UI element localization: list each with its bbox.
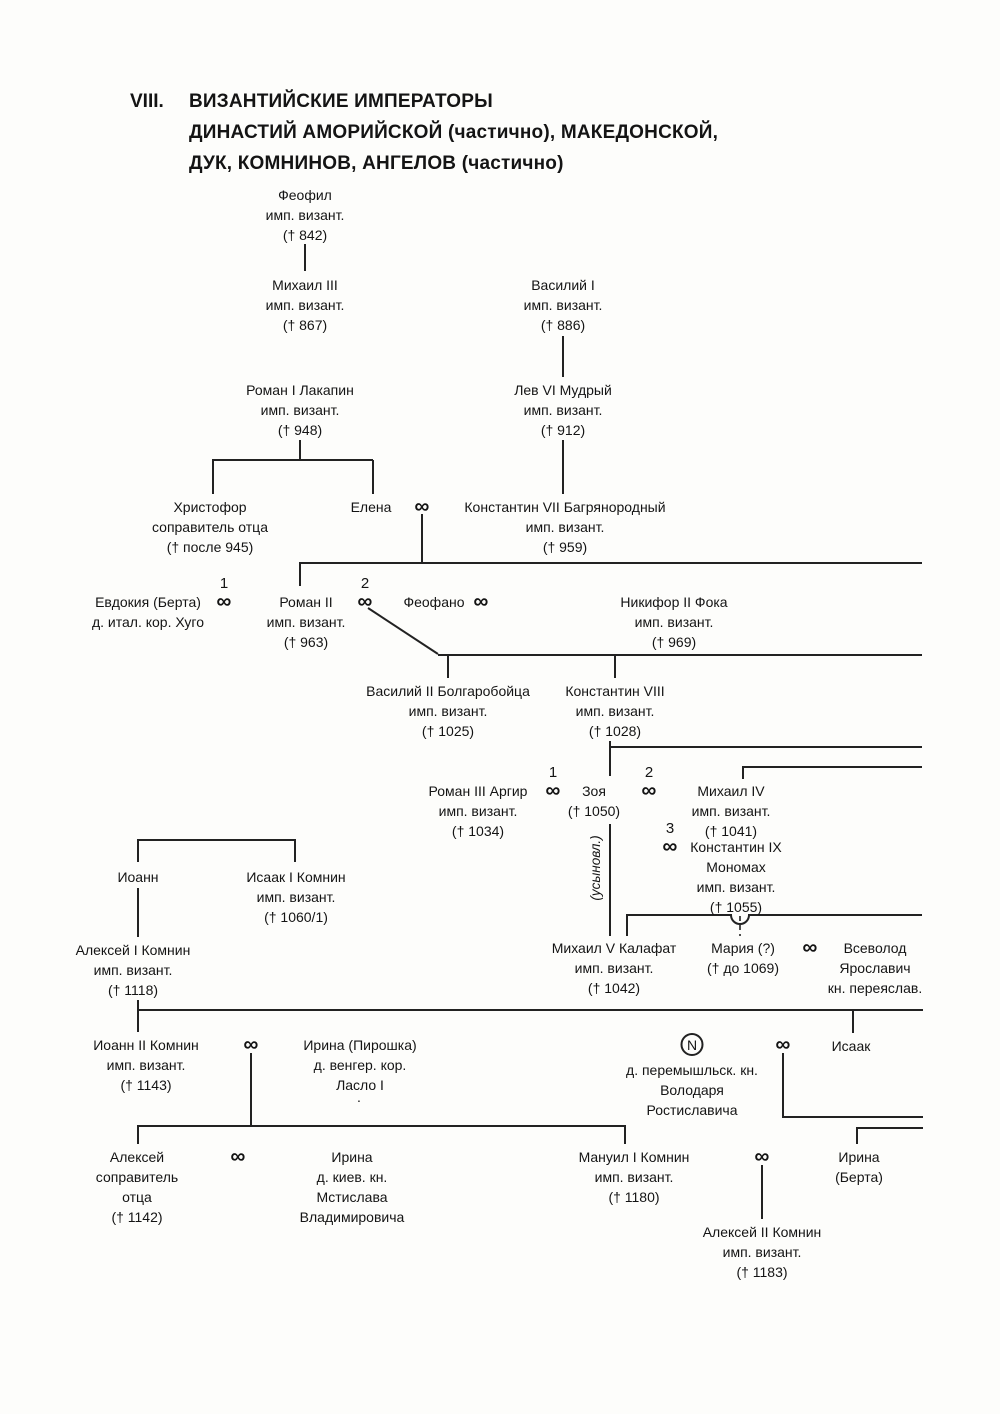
marriage-number-second: 2 (360, 575, 370, 592)
unknown-name-circle (681, 1033, 704, 1056)
person-manuil-i-komnin: Мануил I Комнин имп. визант. († 1180) (578, 1149, 690, 1205)
person-irina-berta: Ирина (Берта) (835, 1149, 883, 1185)
marriage-symbol-aleksey-irina: ∞ (230, 1145, 246, 1168)
person-ioann-ii-komnin: Иоанн II Комнин имп. визант. († 1143) (93, 1037, 199, 1093)
person-aleksey-i-komnin: Алексей I Комнин имп. визант. († 1118) (75, 942, 191, 998)
marriage-symbol-roman2-feofano: ∞ (357, 590, 373, 613)
marriage-symbol-zoya-mikhail4: ∞ (641, 779, 657, 802)
chapter-numeral: VIII. (130, 91, 164, 112)
person-khristofor: Христофор соправитель отца († после 945) (152, 499, 268, 555)
person-lev-vi-mudry: Лев VI Мудрый имп. визант. († 912) (514, 382, 612, 438)
person-isaak-i-komnin: Исаак I Комнин имп. визант. († 1060/1) (246, 869, 346, 925)
person-nikifor-ii-foka: Никифор II Фока имп. визант. († 969) (620, 594, 728, 650)
person-roman-i-lakapin: Роман I Лакапин имп. визант. († 948) (246, 382, 354, 438)
person-maria: Мария (?) († до 1069) (707, 940, 779, 976)
person-konstantin-vii: Константин VII Багрянородный имп. визант. († 959) (464, 499, 666, 555)
marriage-symbol-feofano-nikifor2: ∞ (473, 590, 489, 613)
person-volodar-daughter: д. перемышльск. кн. Володаря Ростиславича (626, 1062, 758, 1118)
person-roman-iii-argir: Роман III Аргир имп. визант. († 1034) (428, 783, 528, 839)
person-mikhail-iii: Михаил III имп. визант. († 867) (265, 277, 345, 333)
marriage-symbol-manuil-berta: ∞ (754, 1145, 770, 1168)
person-irina-piroshka: Ирина (Пирошка) д. венгер. кор. Ласло I (303, 1037, 417, 1093)
person-zoya: Зоя († 1050) (567, 783, 621, 819)
person-isaak: Исаак (831, 1038, 871, 1054)
marriage-number-third: 3 (665, 820, 675, 837)
person-ioann: Иоанн (117, 869, 159, 885)
person-mikhail-v-kalafat: Михаил V Калафат имп. визант. († 1042) (551, 940, 677, 996)
person-roman-ii: Роман II имп. визант. († 963) (266, 594, 346, 650)
marriage-symbol-maria-vsevolod: ∞ (802, 936, 818, 959)
person-aleksey-sopravitel: Алексей соправитель отца († 1142) (95, 1149, 179, 1225)
marriage-symbol-volodardaughter-isaak: ∞ (775, 1033, 791, 1056)
unknown-name-initial: N (686, 1036, 698, 1053)
person-vasiliy-i: Василий I имп. визант. († 886) (523, 277, 603, 333)
person-aleksey-ii-komnin: Алексей II Комнин имп. визант. († 1183) (702, 1224, 822, 1280)
marriage-symbol-elena-konstantin7: ∞ (414, 495, 430, 518)
person-konstantin-viii: Константин VIII имп. визант. († 1028) (565, 683, 665, 739)
marriage-symbol-roman3-zoya: ∞ (545, 779, 561, 802)
marriage-symbol-zoya-konstantin9: ∞ (662, 835, 678, 858)
person-evdokia-berta: Евдокия (Берта) д. итал. кор. Хуго (91, 594, 204, 630)
marriage-number-second: 2 (644, 764, 654, 781)
stray-print-mark: . (357, 1089, 361, 1105)
person-feofil: Феофил имп. визант. († 842) (265, 187, 345, 243)
marriage-symbol-evdokia-roman2: ∞ (216, 590, 232, 613)
page-title: ВИЗАНТИЙСКИЕ ИМПЕРАТОРЫ ДИНАСТИЙ АМОРИЙСКОЙ (частично), МАКЕДОНСКОЙ, ДУК, КОМНИНОВ, АНГЕЛОВ (частично) (189, 91, 719, 174)
person-vasiliy-ii: Василий II Болгаробойца имп. визант. († 1025) (366, 683, 530, 739)
adoption-note: (усыновл.) (588, 835, 603, 901)
person-feofano: Феофано (403, 594, 465, 610)
person-mikhail-iv: Михаил IV имп. визант. († 1041) (691, 783, 771, 839)
marriage-symbol-ioann2-irina: ∞ (243, 1033, 259, 1056)
person-irina-kievskaya: Ирина д. киев. кн. Мстислава Владимировича (299, 1149, 405, 1225)
marriage-number-first: 1 (548, 764, 558, 781)
person-vsevolod-yaroslavich: Всеволод Ярославич кн. переяслав. (827, 940, 923, 996)
person-konstantin-ix-monomakh: Константин IX Мономах имп. визант. († 1055) (690, 839, 782, 915)
person-elena: Елена (350, 499, 392, 515)
marriage-number-first: 1 (219, 575, 229, 592)
